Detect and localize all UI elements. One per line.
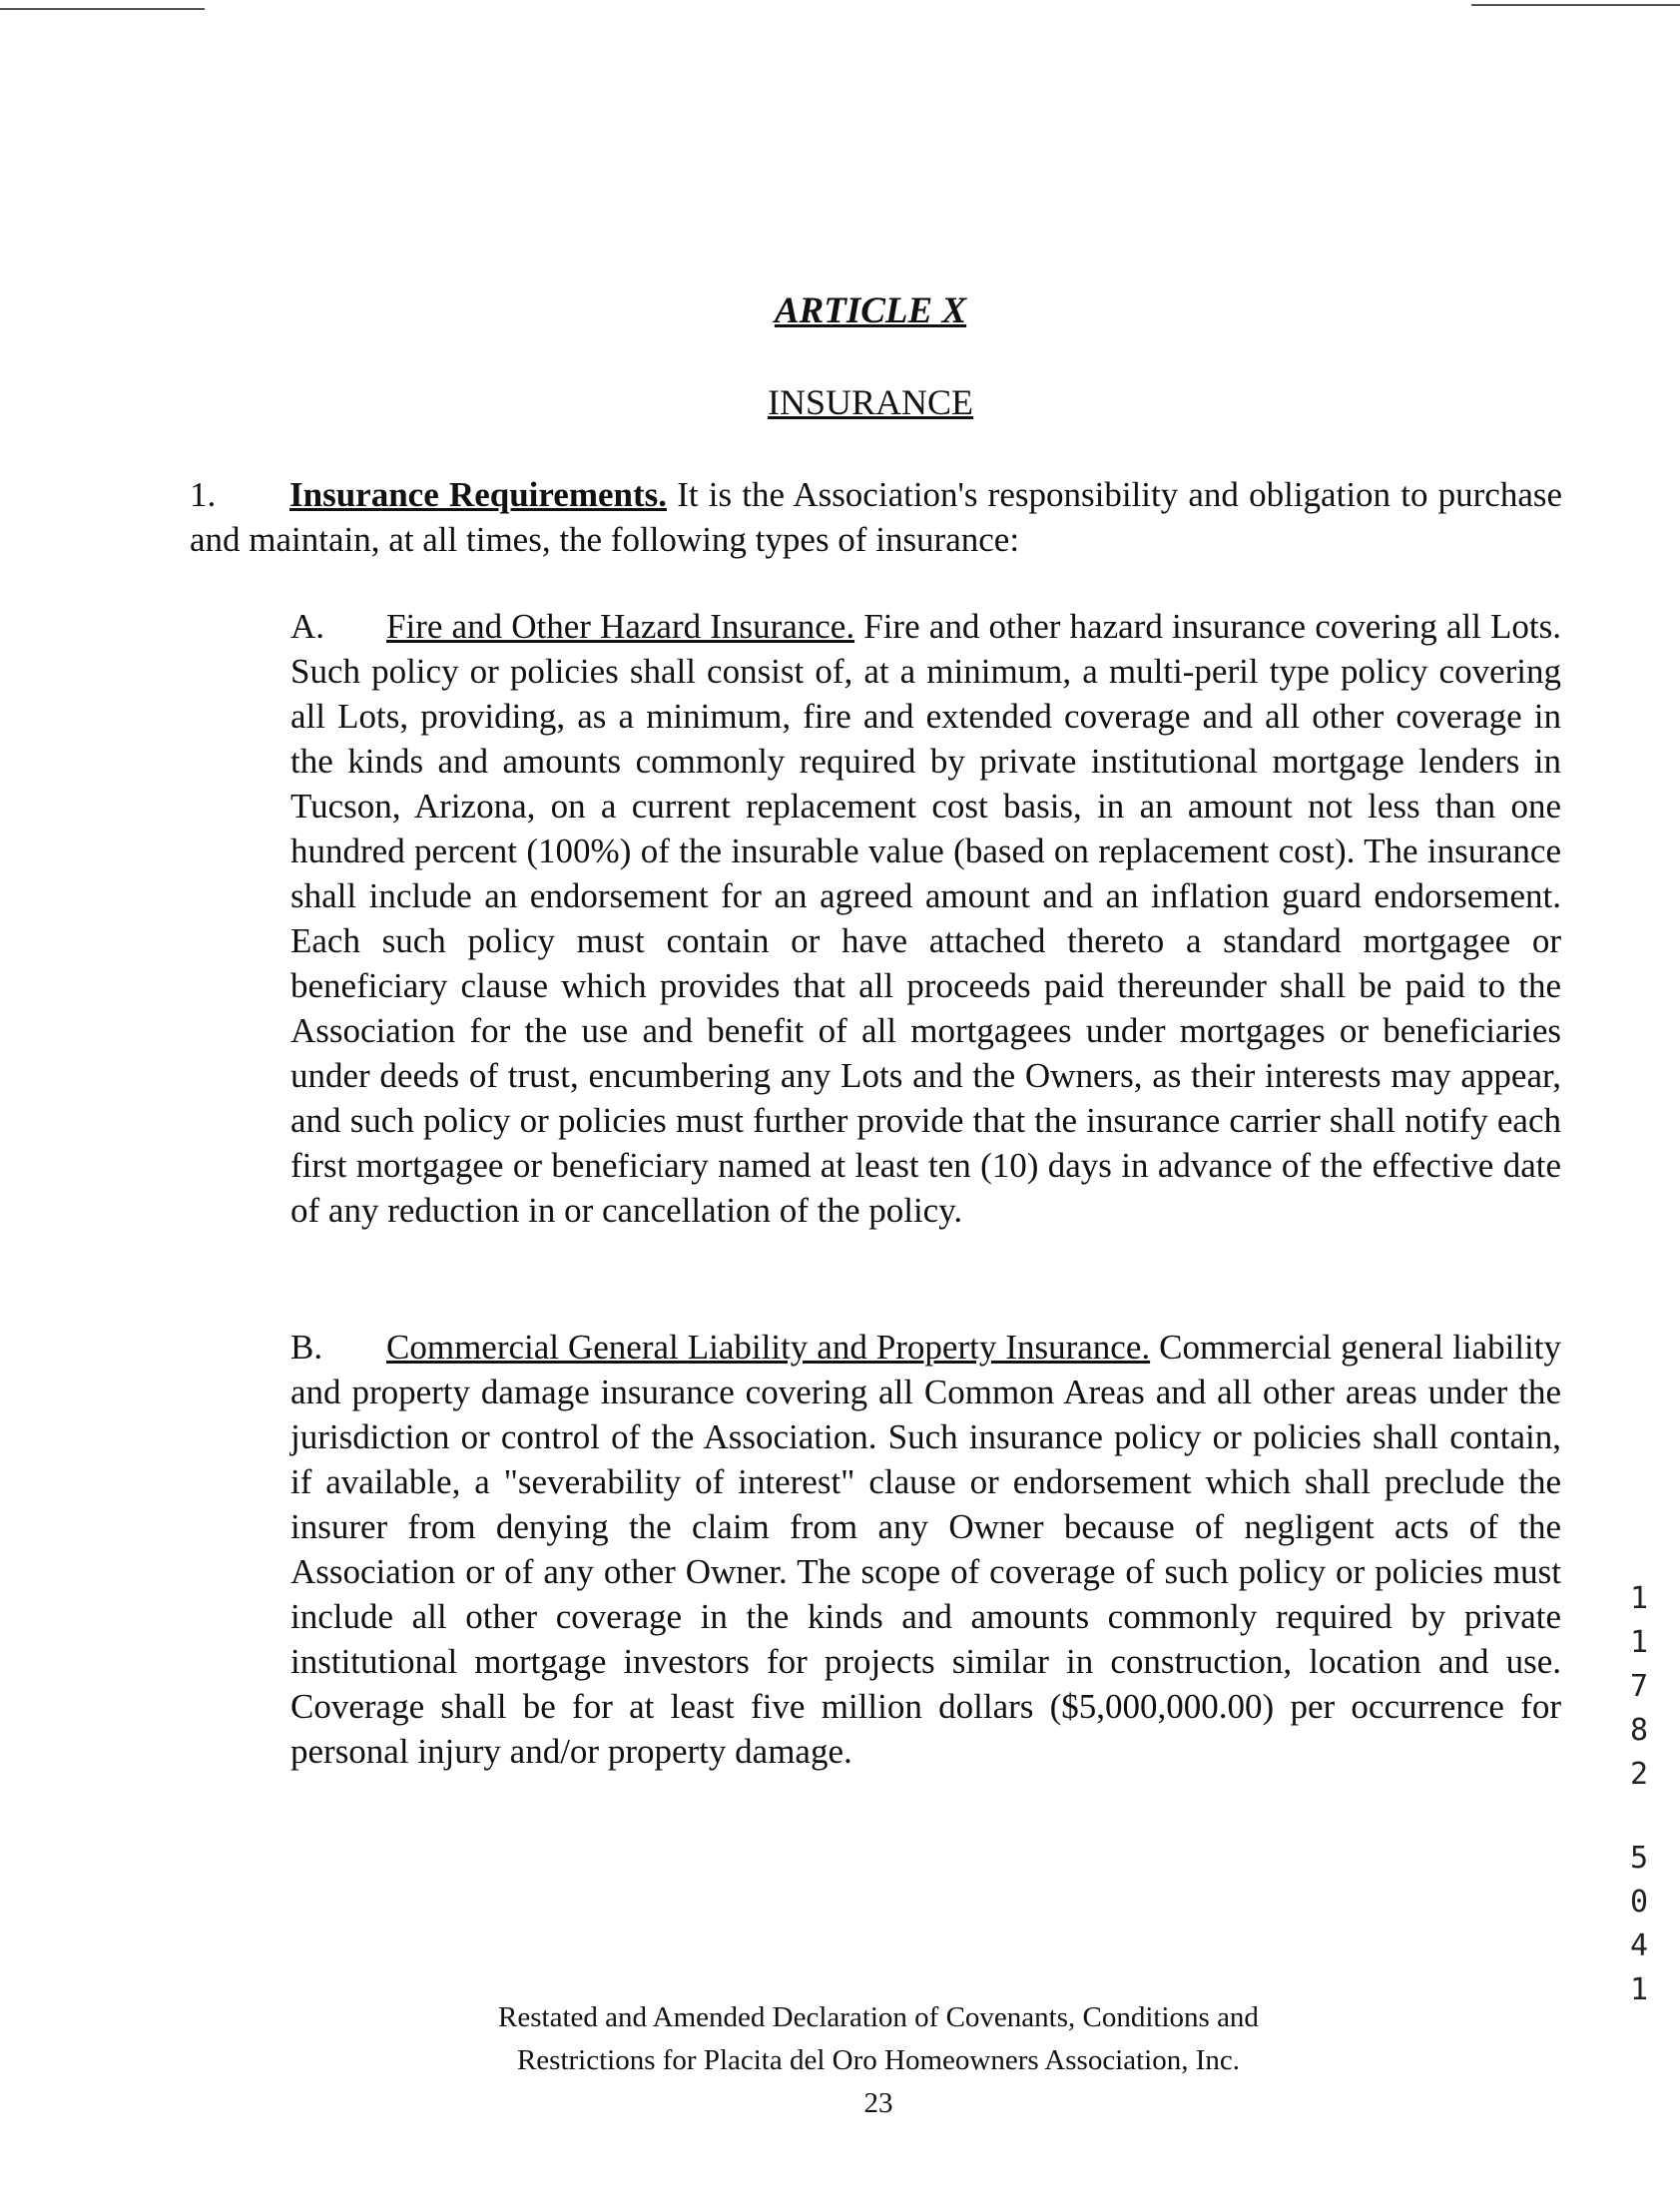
section-heading: Insurance Requirements.	[289, 475, 668, 514]
subsection-letter: A.	[290, 607, 325, 646]
subsection-heading: Fire and Other Hazard Insurance.	[386, 607, 855, 646]
recording-digit: 7	[1629, 1669, 1649, 1704]
footer-line-2: Restrictions for Placita del Oro Homeowners Association, Inc.	[516, 2044, 1241, 2076]
section-text: It is the Association's responsibility and obligation to purchase and maintain, at all times, the following types of insurance:	[190, 475, 1563, 559]
recording-digit: 2	[1629, 1757, 1649, 1792]
recording-number-stamp	[1619, 1577, 1659, 2012]
recording-digit: 1	[1629, 1625, 1649, 1660]
recording-digit: 8	[1629, 1713, 1649, 1748]
recording-digit: 1	[1629, 1972, 1649, 2007]
subsection-letter: B.	[290, 1328, 323, 1367]
section-number: 1.	[190, 475, 217, 514]
scan-edge-line-right	[1471, 4, 1680, 6]
article-subtitle: INSURANCE	[767, 382, 973, 422]
recording-digit: 4	[1629, 1929, 1649, 1963]
footer-line-1: Restated and Amended Declaration of Covenants, Conditions and	[498, 2001, 1259, 2033]
recording-digit: 1	[1629, 1581, 1649, 1616]
section-1-paragraph	[190, 472, 1562, 562]
subsection-b-paragraph	[290, 1325, 1561, 1774]
subsection-text: Fire and other hazard insurance covering all Lots. Such policy or policies shall consist of, at a minimum, a multi-peril type policy covering all Lots, providing, as a minimum, fire and extended coverage and all other coverage in the kinds and amounts commonly required by private institutional mortgage lenders in Tucson, Arizona, on a current replacement cost basis, in an amount not less than one hundred percent (100%) of the insurable value (based on replacement cost). The insurance shall include an endorsement for an agreed amount and an inflation guard endorsement. Each such policy must contain or have attached thereto a standard mortgagee or beneficiary clause which provides that all proceeds paid thereunder shall be paid to the Association for the use and benefit of all mortgagees under mortgages or beneficiaries under deeds of trust, encumbering any Lots and the Owners, as their interests may appear, and such policy or policies must further provide that the insurance carrier shall notify each first mortgagee or beneficiary named at least ten (10) days in advance of the effective date of any reduction in or cancellation of the policy.	[290, 607, 1561, 1230]
page-number: 23	[863, 2087, 893, 2119]
recording-digit: 0	[1629, 1885, 1649, 1920]
page-footer	[0, 1996, 1680, 2125]
subsection-heading: Commercial General Liability and Property Insurance.	[386, 1328, 1151, 1367]
scan-edge-line-left	[0, 8, 205, 10]
recording-digit: 5	[1629, 1841, 1649, 1876]
subsection-a-paragraph	[290, 604, 1561, 1233]
article-title: ARTICLE X	[774, 290, 967, 331]
subsection-text: Commercial general liability and property damage insurance covering all Common Areas and all other areas under the jurisdiction or control of the Association. Such insurance policy or policies shall contain, if available, a "severability of interest" clause or endorsement which shall preclude the insurer from denying the claim from any Owner because of negligent acts of the Association or of any other Owner. The scope of coverage of such policy or policies must include all other coverage in the kinds and amounts commonly required by private institutional mortgage investors for projects similar in construction, location and use. Coverage shall be for at least five million dollars ($5,000,000.00) per occurrence for personal injury and/or property damage.	[290, 1328, 1561, 1771]
